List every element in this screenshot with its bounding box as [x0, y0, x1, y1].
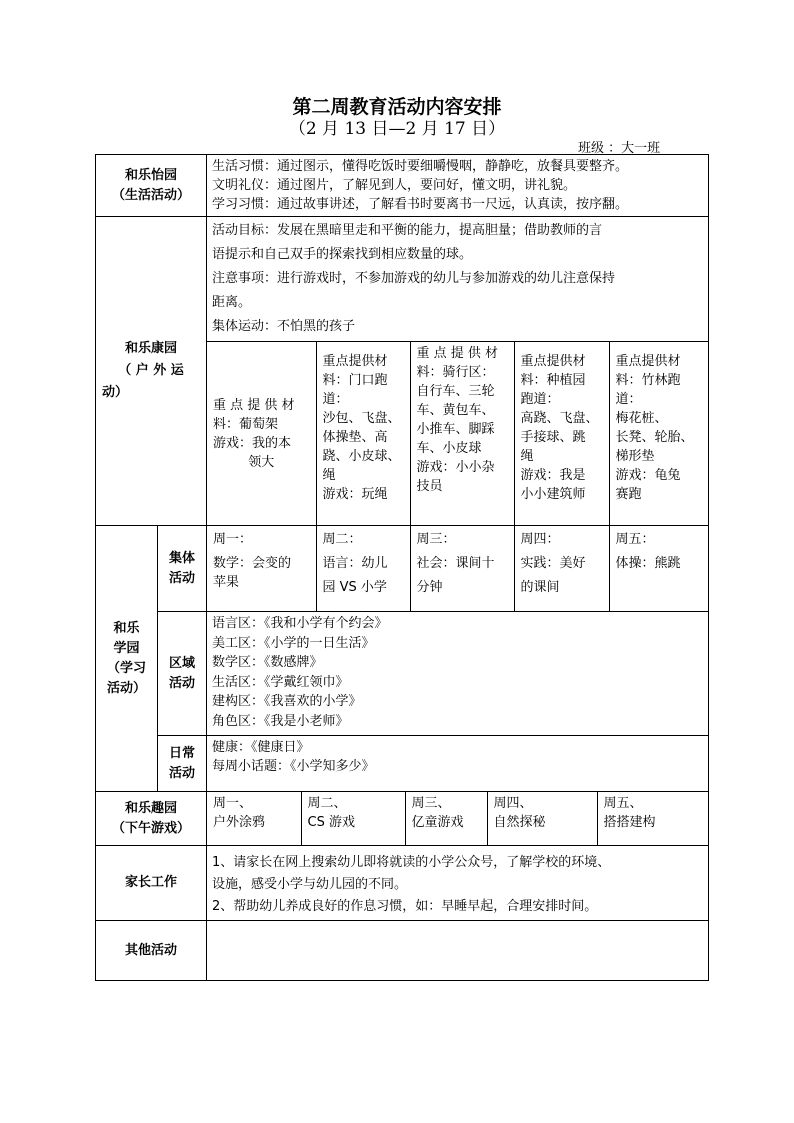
label-group-activity: 集体 活动	[158, 526, 207, 612]
header-outdoor: 和乐康园 （ 户 外 运 动）	[96, 217, 207, 526]
outdoor-areas	[207, 341, 709, 525]
afternoon-day-cell: 周五、 搭搭建构	[597, 792, 709, 845]
outdoor-line: 活动目标：发展在黑暗里走和平衡的能力，提高胆量；借助教师的言	[212, 223, 603, 238]
daily-line: 健康：《健康日》	[212, 740, 310, 755]
row-life	[96, 155, 709, 217]
area-cell: 重点提供材 料：门口跑 道： 沙包、飞盘、 体操垫、高 跷、小皮球、 绳 游戏：玩绳	[316, 342, 410, 526]
schedule-table	[95, 154, 709, 981]
row-outdoor	[96, 217, 709, 526]
parents-line: 1、请家长在网上搜索幼儿即将就读的小学公众号，了解学校的环境、	[212, 855, 611, 870]
group-day-cell: 周二： 语言：幼儿 园 VS 小学	[316, 526, 410, 611]
label-area-activity: 区域 活动	[158, 612, 207, 736]
life-line: 文明礼仪：通过图片，了解见到人，要问好，懂文明，讲礼貌。	[212, 178, 577, 193]
header-other: 其他活动	[96, 921, 207, 981]
row-parents	[96, 846, 709, 921]
label-daily-activity: 日常 活动	[158, 736, 207, 792]
other-content	[207, 921, 709, 981]
group-day-cell: 周五： 体操：熊跳	[609, 526, 709, 611]
page-title: 第二周教育活动内容安排	[292, 96, 502, 118]
area-line: 生活区：《学戴红领巾》	[212, 674, 349, 690]
header-parents: 家长工作	[96, 846, 207, 921]
header-study: 和乐 学园 （学习 活动）	[96, 526, 158, 792]
outdoor-content	[207, 217, 709, 526]
header-life: 和乐怡园 （生活活动）	[96, 155, 207, 217]
daily-activity-content	[207, 736, 709, 792]
area-line: 建构区：《我喜欢的小学》	[212, 694, 362, 709]
class-label: 班级 ：大一班	[578, 141, 661, 156]
row-study-area	[96, 612, 709, 736]
group-day-cell: 周四： 实践：美好 的课间	[514, 526, 609, 611]
group-day-cell: 周一： 数学：会变的 苹果	[207, 526, 316, 611]
outdoor-line: 语提示和自己双手的探索找到相应数量的球。	[212, 247, 473, 262]
daily-line: 每周小话题：《小学知多少》	[212, 759, 375, 774]
area-line: 美工区：《小学的一日生活》	[212, 635, 375, 651]
afternoon-day-cell: 周三、 亿童游戏	[405, 792, 487, 845]
row-study-daily	[96, 736, 709, 792]
life-content	[207, 155, 709, 217]
area-cell: 重 点 提 供 材 料：骑行区： 自行车、三轮 车、黄包车、 小推车、脚踩 车、小皮球 游戏：小小杂 技员	[410, 342, 514, 526]
outdoor-line: 注意事项：进行游戏时，不参加游戏的幼儿与参加游戏的幼儿注意保持	[212, 271, 616, 286]
date-range: （2 月 13 日—2 月 17 日）	[288, 119, 506, 139]
area-cell: 重点提供材 料：竹林跑 道： 梅花桩、 长凳、轮胎、 梯形垫 游戏：龟兔 赛跑	[609, 342, 709, 526]
area-cell: 重点提供材 料：种植园 跑道： 高跷、飞盘、 手接球、跳 绳 游戏：我是 小小建筑师	[514, 342, 609, 526]
afternoon-content	[207, 792, 709, 846]
outdoor-line: 集体运动：不怕黑的孩子	[212, 319, 356, 334]
group-activity-content	[207, 526, 709, 612]
afternoon-day-cell: 周一、 户外涂鸦	[207, 792, 301, 845]
afternoon-day-cell: 周二、 CS 游戏	[301, 792, 405, 845]
life-line: 学习习惯：通过故事讲述，了解看书时要离书一尺远，认真读，按序翻。	[212, 197, 629, 212]
parents-line: 2、帮助幼儿养成良好的作息习惯，如：早睡早起，合理安排时间。	[212, 899, 598, 914]
row-other	[96, 921, 709, 981]
area-line: 数学区：《数感牌》	[212, 655, 323, 670]
area-cell: 重 点 提 供 材 料：葡萄架 游戏：我的本 领大	[207, 342, 316, 526]
area-line: 角色区：《我是小老师》	[212, 713, 349, 729]
parents-content	[207, 846, 709, 921]
afternoon-day-cell: 周四、 自然探秘	[487, 792, 597, 845]
area-line: 语言区：《我和小学有个约会》	[212, 616, 388, 631]
group-day-cell: 周三： 社会：课间十 分钟	[410, 526, 514, 611]
outdoor-line: 距离。	[212, 295, 252, 310]
header-afternoon: 和乐趣园 （下午游戏）	[96, 792, 207, 846]
parents-line: 设施，感受小学与幼儿园的不同。	[212, 877, 408, 892]
area-activity-content	[207, 612, 709, 736]
row-study-group	[96, 526, 709, 612]
life-line: 生活习惯：通过图示，懂得吃饭时要细嚼慢咽，静静吃，放餐具要整齐。	[212, 159, 629, 174]
row-afternoon	[96, 792, 709, 846]
